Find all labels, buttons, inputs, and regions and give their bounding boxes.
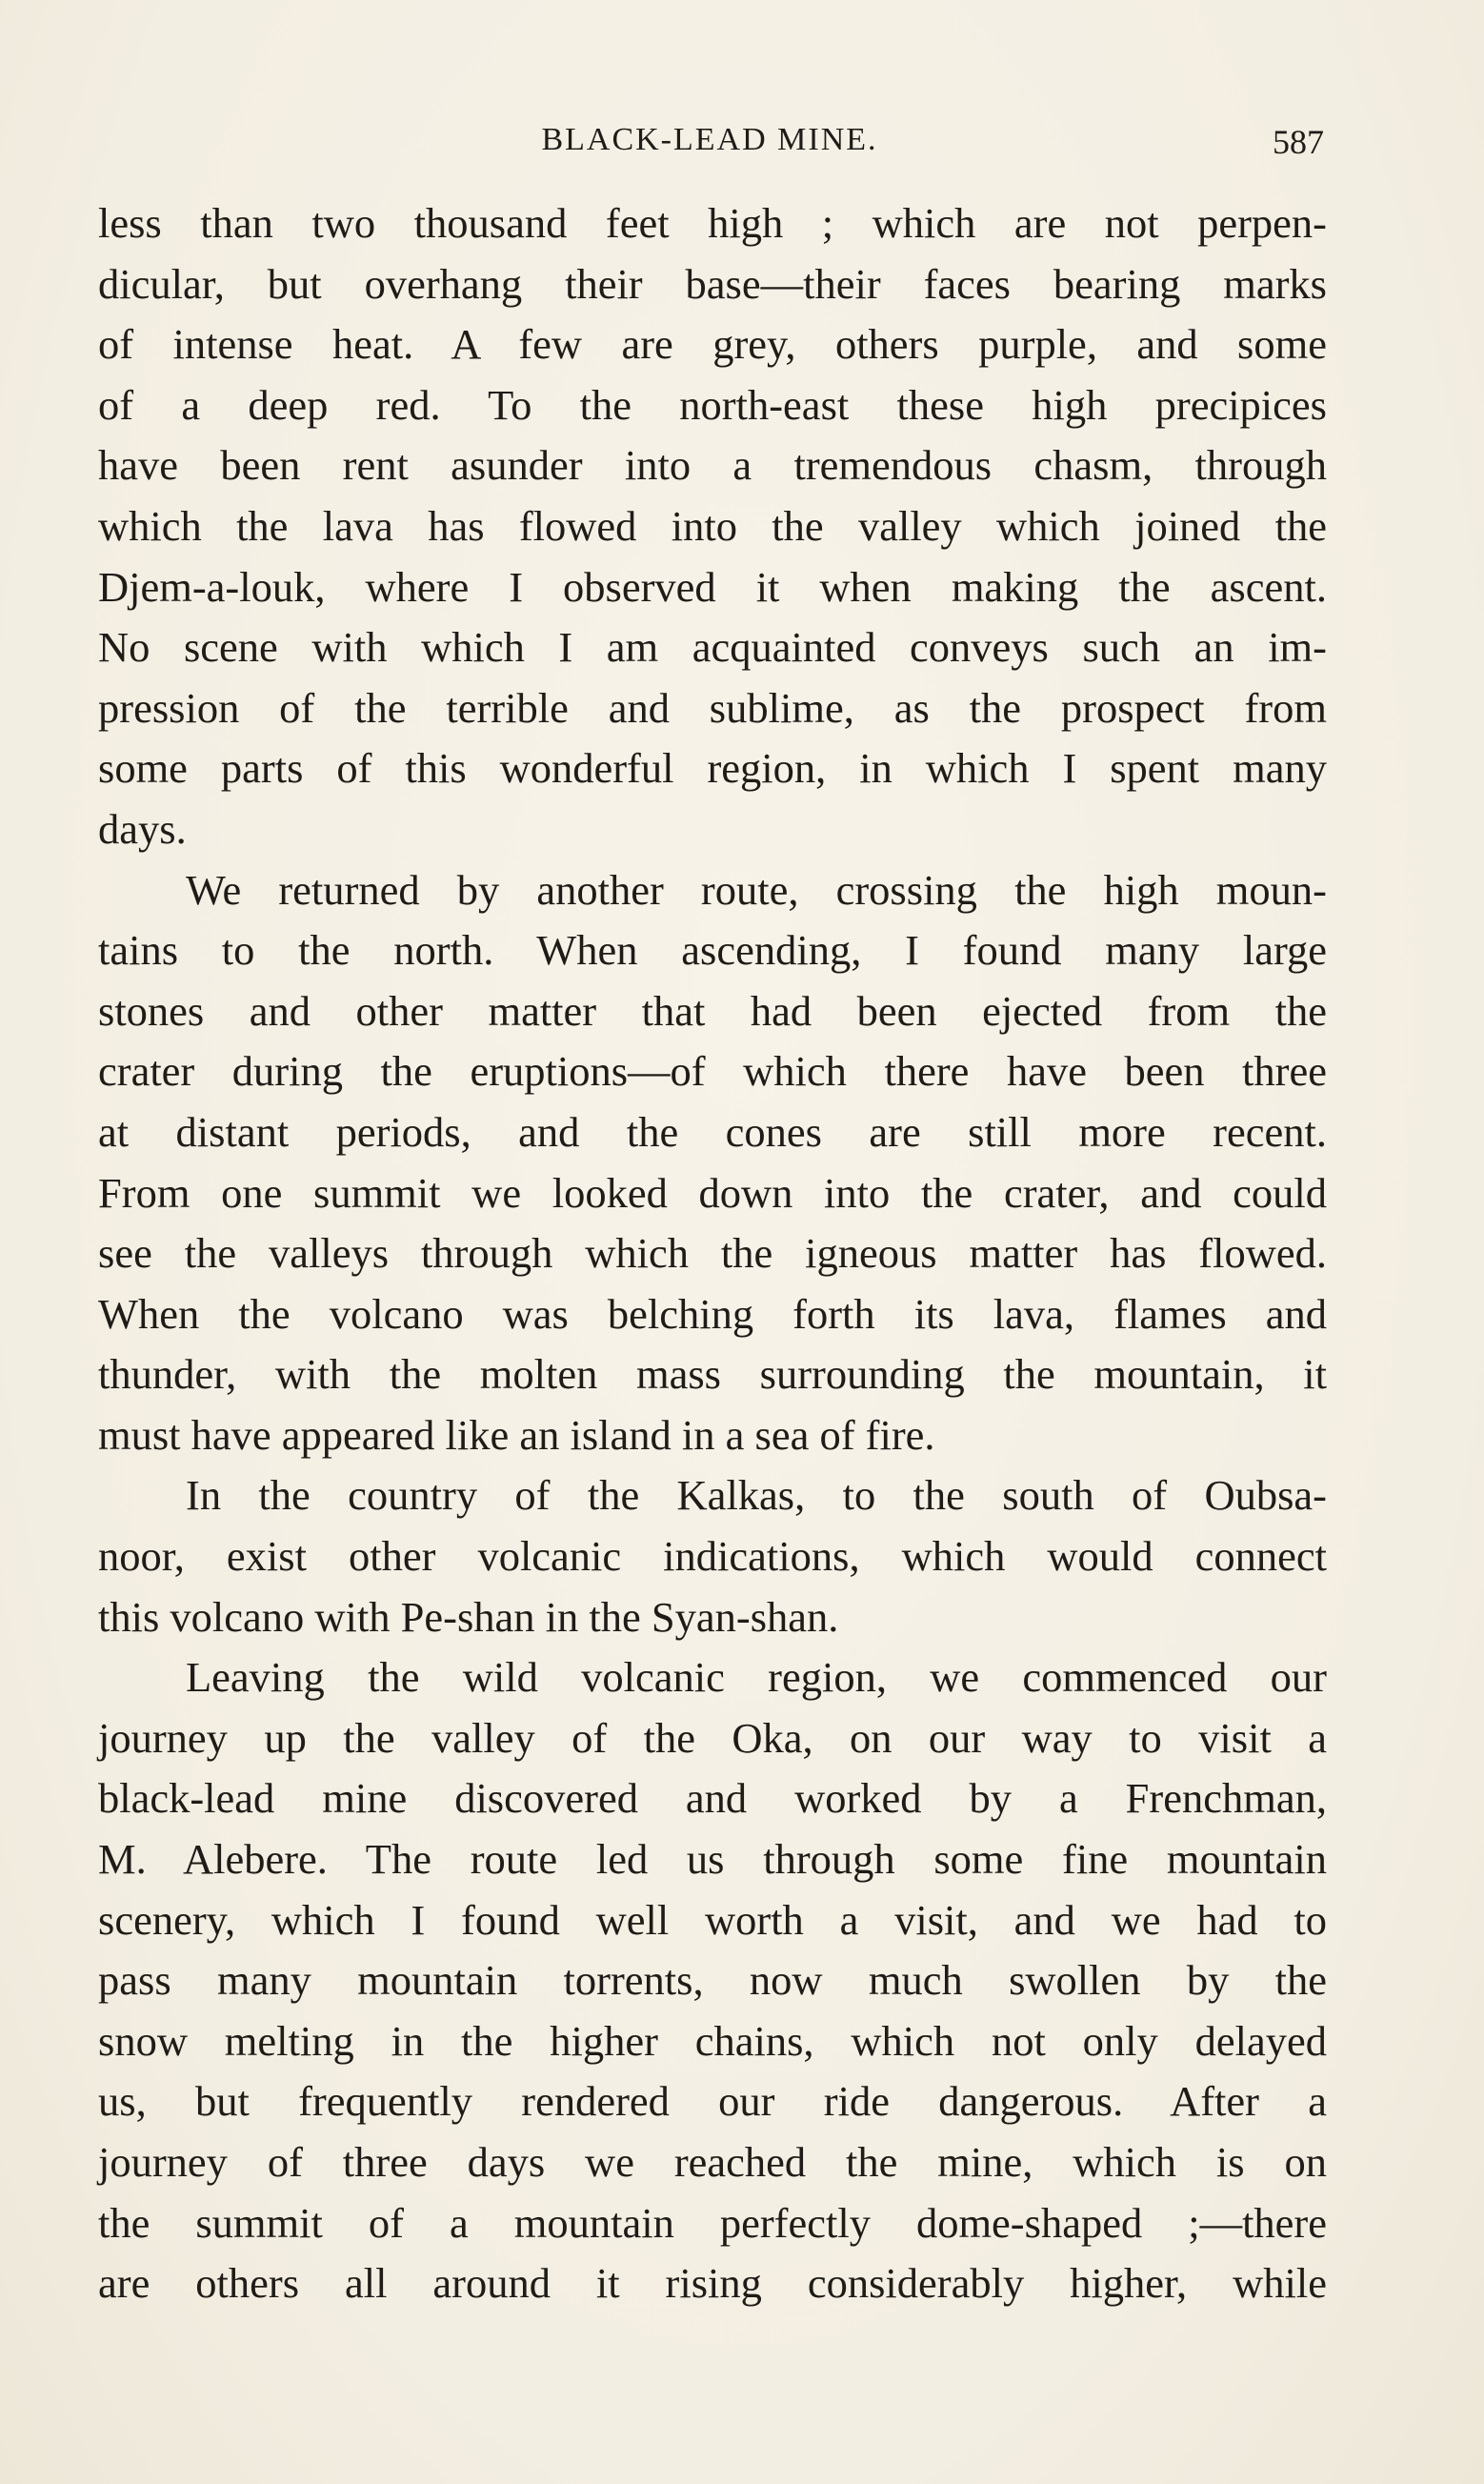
text-line: snow melting in the higher chains, which not only delayed <box>98 2016 1327 2065</box>
text-line: Leaving the wild volcanic region, we commenced our <box>186 1653 1327 1702</box>
running-title: BLACK-LEAD MINE. <box>541 122 878 157</box>
text-line: less than two thousand feet high ; which are not perpen- <box>98 199 1327 247</box>
text-line: thunder, with the molten mass surrounding the mountain, it <box>98 1350 1327 1399</box>
text-line: journey of three days we reached the mine, which is on <box>98 2138 1327 2186</box>
text-line: M. Alebere. The route led us through some fine mountain <box>98 1835 1327 1884</box>
text-line: us, but frequently rendered our ride dangerous. After a <box>98 2077 1327 2126</box>
text-line: this volcano with Pe-shan in the Syan-shan. <box>98 1592 839 1641</box>
text-line: tains to the north. When ascending, I found many large <box>98 926 1327 975</box>
text-line: of a deep red. To the north-east these high precipices <box>98 380 1327 429</box>
text-line: Djem-a-louk, where I observed it when making the ascent. <box>98 562 1327 611</box>
text-line: crater during the eruptions—of which there have been three <box>98 1047 1327 1096</box>
text-line: which the lava has flowed into the valley which joined the <box>98 501 1327 550</box>
page-number: 587 <box>1273 123 1324 161</box>
text-line: black-lead mine discovered and worked by a Frenchman, <box>98 1774 1327 1823</box>
text-line: We returned by another route, crossing the high moun- <box>186 865 1327 914</box>
text-line: have been rent asunder into a tremendous chasm, through <box>98 441 1327 490</box>
text-line: noor, exist other volcanic indications, which would connect <box>98 1532 1327 1581</box>
text-line: of intense heat. A few are grey, others purple, and some <box>98 320 1327 369</box>
text-line: In the country of the Kalkas, to the south of Oubsa- <box>186 1471 1327 1520</box>
text-line: see the valleys through which the igneous matter has flowed. <box>98 1229 1327 1278</box>
text-line: pass many mountain torrents, now much swollen by the <box>98 1956 1327 2005</box>
text-line: journey up the valley of the Oka, on our way to visit a <box>98 1713 1327 1762</box>
text-line: dicular, but overhang their base—their faces bearing marks <box>98 259 1327 308</box>
text-line: must have appeared like an island in a sea of fire. <box>98 1410 935 1459</box>
text-line: are others all around it rising considerably higher, while <box>98 2259 1327 2308</box>
body-text <box>98 193 1327 2314</box>
text-line: days. <box>98 804 187 853</box>
text-line: some parts of this wonderful region, in which I spent many <box>98 744 1327 793</box>
text-line: No scene with which I am acquainted conveys such an im- <box>98 623 1327 672</box>
text-line: From one summit we looked down into the crater, and could <box>98 1168 1327 1217</box>
text-line: scenery, which I found well worth a visit, and we had to <box>98 1895 1327 1944</box>
text-line: the summit of a mountain perfectly dome-shaped ;—there <box>98 2198 1327 2247</box>
text-line: pression of the terrible and sublime, as the prospect from <box>98 683 1327 732</box>
text-line: When the volcano was belching forth its lava, flames and <box>98 1289 1327 1338</box>
text-line: stones and other matter that had been ejected from the <box>98 986 1327 1035</box>
text-line: at distant periods, and the cones are still more recent. <box>98 1107 1327 1156</box>
running-head <box>95 122 1324 170</box>
